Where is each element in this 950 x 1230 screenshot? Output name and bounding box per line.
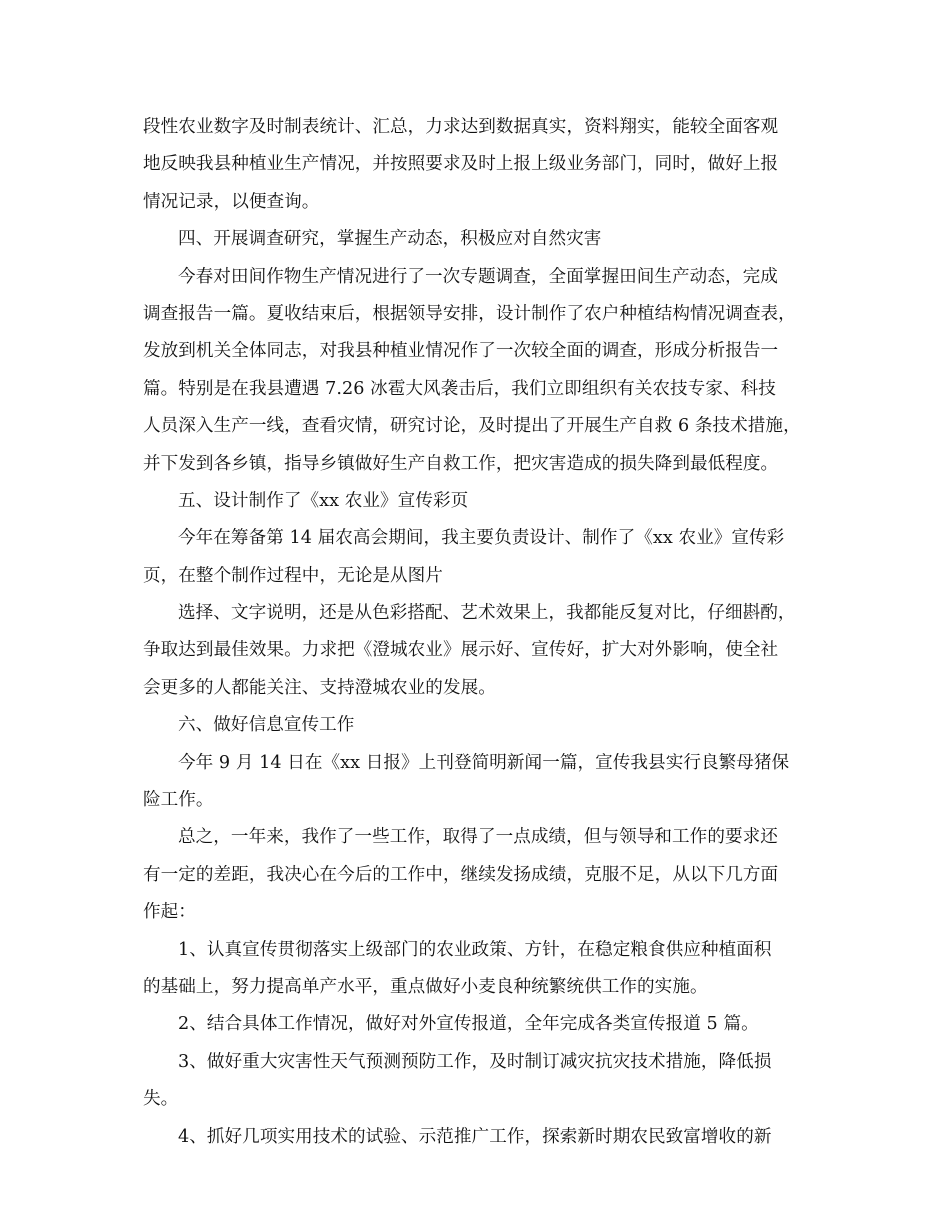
list-item: 2、结合具体工作情况，做好对外宣传报道，全年完成各类宣传报道 5 篇。 xyxy=(178,1014,759,1035)
list-item: 1、认真宣传贯彻落实上级部门的农业政策、方针，在稳定粮食供应种植面积 xyxy=(178,939,772,960)
text-line: 发放到机关全体同志，对我县种植业情况作了一次较全面的调查，形成分析报告一 xyxy=(143,341,779,362)
text-line: 今年在筹备第 14 届农高会期间，我主要负责设计、制作了《xx 农业》宣传彩 xyxy=(178,528,785,549)
list-item: 3、做好重大灾害性天气预测预防工作，及时制订减灾抗灾技术措施，降低损 xyxy=(178,1051,772,1072)
text-line: 作起： xyxy=(143,902,196,923)
text-line: 会更多的人都能关注、支持澄城农业的发展。 xyxy=(143,677,496,698)
section-heading: 六、做好信息宣传工作 xyxy=(178,715,355,736)
document-body xyxy=(143,109,811,1156)
text-line: 篇。特别是在我县遭遇 7.26 冰雹大风袭击后，我们立即组织有关农技专家、科技 xyxy=(143,378,776,399)
text-line: 地反映我县种植业生产情况，并按照要求及时上报上级业务部门，同时，做好上报 xyxy=(143,154,779,175)
text-line: 今年 9 月 14 日在《xx 日报》上刊登简明新闻一篇，宣传我县实行良繁母猪保 xyxy=(178,752,790,773)
text-line: 今春对田间作物生产情况进行了一次专题调查，全面掌握田间生产动态，完成 xyxy=(178,266,778,287)
text-line: 有一定的差距，我决心在今后的工作中，继续发扬成绩，克服不足，从以下几方面 xyxy=(143,864,779,885)
list-item: 4、抓好几项实用技术的试验、示范推广工作，探索新时期农民致富增收的新 xyxy=(178,1126,772,1147)
text-line: 险工作。 xyxy=(143,790,214,811)
text-line: 选择、文字说明，还是从色彩搭配、艺术效果上，我都能反复对比，仔细斟酌， xyxy=(178,603,796,624)
text-line: 调查报告一篇。夏收结束后，根据领导安排，设计制作了农户种植结构情况调查表， xyxy=(143,303,796,324)
section-heading: 五、设计制作了《xx 农业》宣传彩页 xyxy=(178,490,469,511)
text-line: 并下发到各乡镇，指导乡镇做好生产自救工作，把灾害造成的损失降到最低程度。 xyxy=(143,453,779,474)
text-line: 情况记录，以便查询。 xyxy=(143,191,320,212)
text-line: 页，在整个制作过程中，无论是从图片 xyxy=(143,565,443,586)
text-line: 争取达到最佳效果。力求把《澄城农业》展示好、宣传好，扩大对外影响，使全社 xyxy=(143,640,779,661)
section-heading: 四、开展调查研究，掌握生产动态，积极应对自然灾害 xyxy=(178,229,602,250)
text-line: 的基础上，努力提高单产水平，重点做好小麦良种统繁统供工作的实施。 xyxy=(143,976,708,997)
text-line: 人员深入生产一线，查看灾情，研究讨论，及时提出了开展生产自救 6 条技术措施， xyxy=(143,416,801,437)
text-line: 失。 xyxy=(143,1089,179,1110)
text-line: 总之，一年来，我作了一些工作，取得了一点成绩，但与领导和工作的要求还 xyxy=(178,827,778,848)
text-line: 段性农业数字及时制表统计、汇总，力求达到数据真实，资料翔实，能较全面客观 xyxy=(143,117,779,137)
